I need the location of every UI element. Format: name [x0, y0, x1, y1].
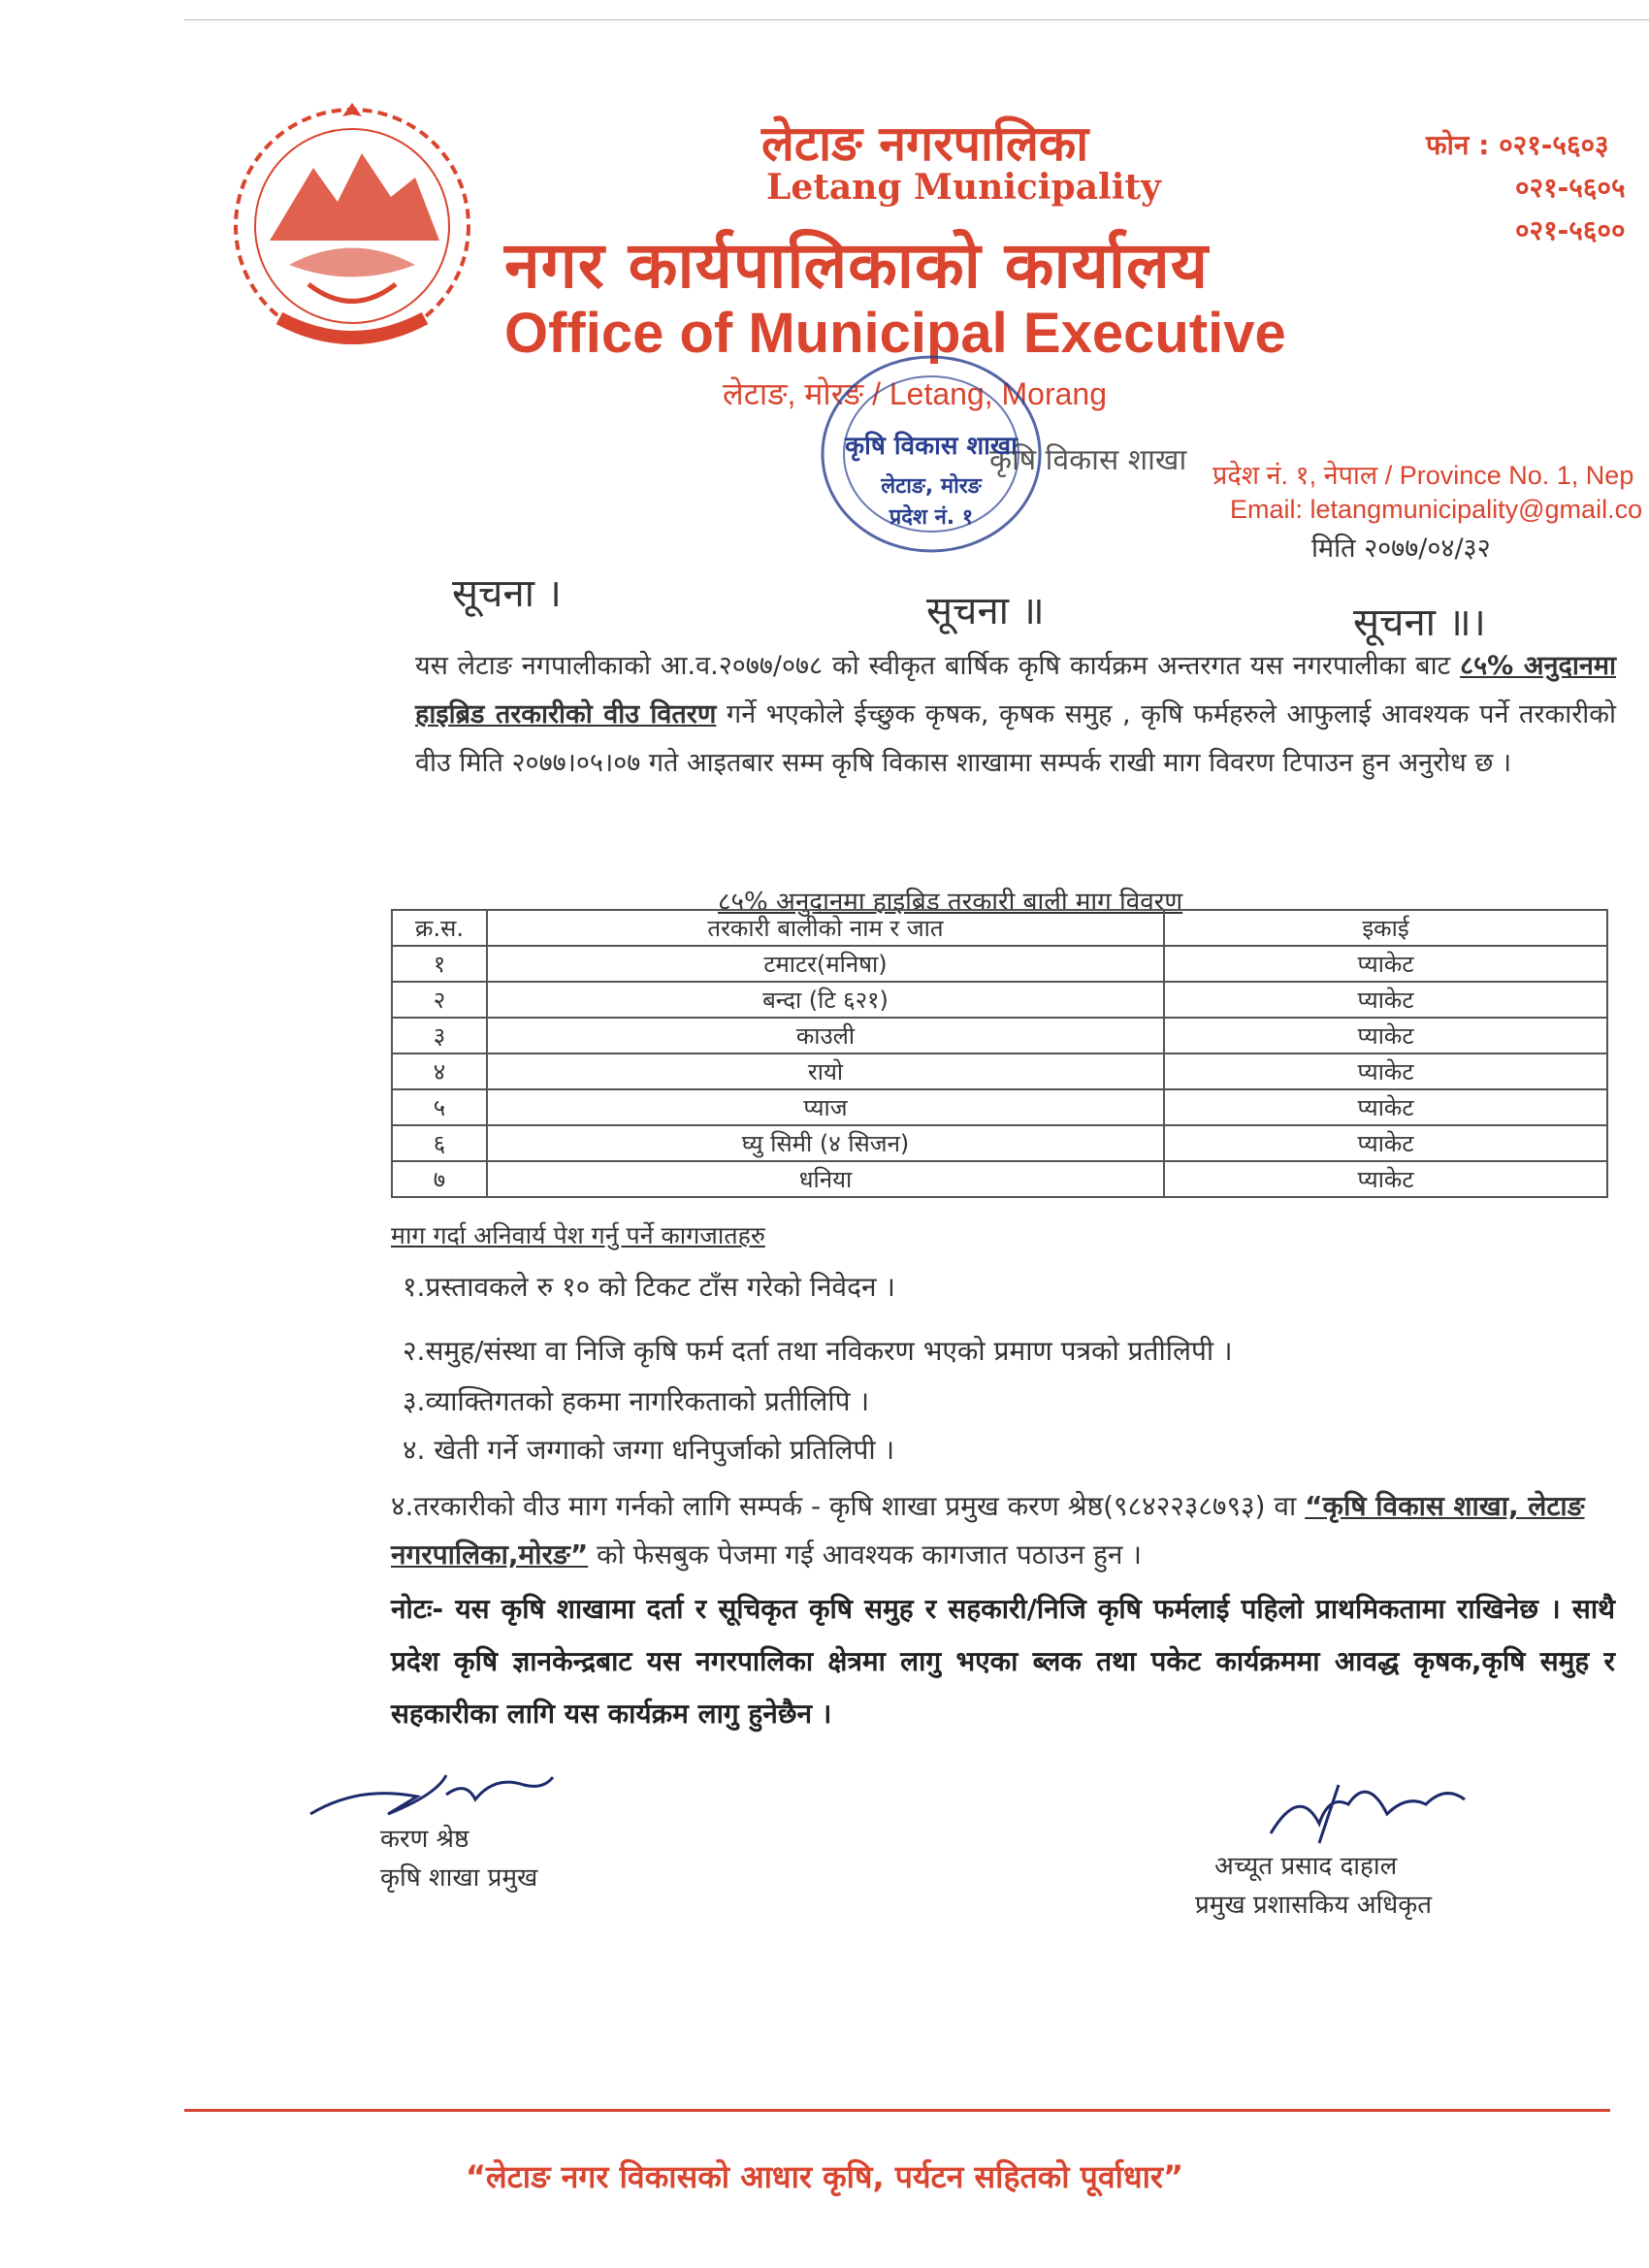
- document-item: ३.व्याक्तिगतको हकमा नागरिकताको प्रतीलिपि ।: [403, 1385, 870, 1417]
- intro-paragraph: [415, 642, 1616, 788]
- demand-table-title: ८५% अनुदानमा हाइब्रिड तरकारी बाली माग विवरण: [718, 888, 1183, 917]
- crop-name: काउली: [487, 1018, 1164, 1053]
- signatory-name: अच्यूत प्रसाद दाहाल: [1214, 1852, 1398, 1881]
- crop-name: टमाटर(मनिषा): [487, 946, 1164, 982]
- stamp-line: लेटाङ, मोरङ: [881, 474, 982, 499]
- stamp-line: प्रदेश नं. १: [889, 505, 974, 530]
- row-number: २: [392, 982, 487, 1018]
- row-number: ३: [392, 1018, 487, 1053]
- nepal-emblem-icon: [221, 95, 483, 357]
- document-item: २.समुह/संस्था वा निजि कृषि फर्म दर्ता तथा नविकरण भएको प्रमाण पत्रको प्रतीलिपी ।: [403, 1335, 1233, 1367]
- contact-text: को फेसबुक पेजमा गई आवश्यक कागजात पठाउन हुन ।: [588, 1539, 1142, 1571]
- office-name-english: Office of Municipal Executive: [504, 302, 1286, 365]
- stamp-line: कृषि विकास शाखा: [845, 432, 1018, 461]
- table-row: [392, 1018, 1607, 1053]
- table-row: [392, 1089, 1607, 1125]
- facebook-page-name: “कृषि विकास शाखा, लेटाङ नगरपालिका,मोरङ”: [391, 1490, 1585, 1571]
- crop-name: बन्दा (टि ६२१): [487, 982, 1164, 1018]
- office-name-nepali: नगर कार्यपालिकाको कार्यालय: [504, 228, 1209, 303]
- phone-number: ०२१-५६०५: [1515, 172, 1626, 204]
- document-item: ४. खेती गर्ने जग्गाको जग्गा धनिपुर्जाको प्रतिलिपी ।: [403, 1434, 895, 1466]
- crop-name: रायो: [487, 1053, 1164, 1089]
- table-row: [392, 1053, 1607, 1089]
- phone-block: [1426, 124, 1626, 252]
- table-row: [392, 982, 1607, 1018]
- notice-heading: सूचना ॥: [926, 589, 1045, 633]
- signatory-name: करण श्रेष्ठ: [380, 1825, 469, 1854]
- branch-name: कृषि विकास शाखा: [989, 443, 1187, 477]
- top-scan-edge: [184, 19, 1649, 20]
- row-number: १: [392, 946, 487, 982]
- crop-unit: प्याकेट: [1164, 982, 1607, 1018]
- column-header: इकाई: [1164, 910, 1607, 946]
- row-number: ६: [392, 1125, 487, 1161]
- row-number: ४: [392, 1053, 487, 1089]
- table-row: [392, 1125, 1607, 1161]
- footer-rule: [184, 2109, 1610, 2112]
- signatory-title: कृषि शाखा प्रमुख: [380, 1863, 538, 1893]
- letter-date: मिति २०७७/०४/३२: [1311, 534, 1491, 564]
- email-line: Email: letangmunicipality@gmail.co: [1230, 495, 1643, 524]
- footer-motto: “लेटाङ नगर विकासको आधार कृषि, पर्यटन सहितको पूर्वाधार”: [465, 2158, 1184, 2195]
- crop-unit: प्याकेट: [1164, 1161, 1607, 1197]
- notice-heading: सूचना ॥।: [1353, 600, 1486, 645]
- phone-number: ०२१-५६००: [1515, 214, 1626, 246]
- municipality-name-english: Letang Municipality: [766, 167, 1161, 208]
- crop-unit: प्याकेट: [1164, 1018, 1607, 1053]
- phone-label: फोन :: [1426, 129, 1490, 161]
- column-header: क्र.स.: [392, 910, 487, 946]
- crop-unit: प्याकेट: [1164, 1089, 1607, 1125]
- crop-name: घ्यु सिमी (४ सिजन): [487, 1125, 1164, 1161]
- province-line: प्रदेश नं. १, नेपाल / Province No. 1, Nep: [1212, 461, 1634, 490]
- intro-text: गर्ने भएकोले ईच्छुक कृषक, कृषक समुह , कृषि फर्महरुले आफुलाई आवश्यक पर्ने तरकारीको वीउ मिति २०७७।०५।०७ गते आइतबार सम्म कृषि विकास शाखामा सम्पर्क राखी माग विवरण टिपाउन हुन अनुरोध छ ।: [415, 699, 1616, 778]
- intro-text: यस लेटाङ नगपालीकाको आ.व.२०७७/०७८ को स्वीकृत बार्षिक कृषि कार्यक्रम अन्तरगत यस नगरपालीका बाट: [415, 651, 1461, 681]
- notice-heading: सूचना ।: [452, 571, 562, 616]
- crop-name: धनिया: [487, 1161, 1164, 1197]
- documents-heading: माग गर्दा अनिवार्य पेश गर्नु पर्ने कागजातहरु: [391, 1221, 765, 1249]
- crop-unit: प्याकेट: [1164, 1053, 1607, 1089]
- phone-number: ०२१-५६०३: [1499, 129, 1609, 161]
- row-number: ५: [392, 1089, 487, 1125]
- contact-item: [391, 1482, 1603, 1579]
- municipality-name-nepali: लेटाङ नगरपालिका: [761, 115, 1089, 172]
- office-stamp: [815, 347, 1048, 561]
- column-header: तरकारी बालीको नाम र जात: [487, 910, 1164, 946]
- signatory-title: प्रमुख प्रशासकिय अधिकृत: [1195, 1891, 1433, 1920]
- contact-text: ४.तरकारीको वीउ माग गर्नको लागि सम्पर्क - कृषि शाखा प्रमुख करण श्रेष्ठ(९८४२२३८७९३) वा: [391, 1490, 1306, 1522]
- row-number: ७: [392, 1161, 487, 1197]
- crop-unit: प्याकेट: [1164, 1125, 1607, 1161]
- intro-highlight: ८५% अनुदानमा हाइब्रिड तरकारीको वीउ वितरण: [415, 651, 1616, 729]
- crop-name: प्याज: [487, 1089, 1164, 1125]
- table-row: [392, 946, 1607, 982]
- table-header-row: [392, 910, 1607, 946]
- note-paragraph: नोटः- यस कृषि शाखामा दर्ता र सूचिकृत कृषि समुह र सहकारी/निजि कृषि फर्मलाई पहिलो प्राथमिकतामा राखिनेछ । साथै प्रदेश कृषि ज्ञानकेन्द्रबाट यस नगरपालिका क्षेत्रमा लागु भएका ब्लक तथा पकेट कार्यक्रममा आवद्ध कृषक,कृषि समुह र सहकारीका लागि यस कार्यक्रम लागु हुनेछैन ।: [391, 1593, 1615, 1730]
- crop-unit: प्याकेट: [1164, 946, 1607, 982]
- table-row: [392, 1161, 1607, 1197]
- demand-table: [391, 909, 1608, 1198]
- document-item: १.प्रस्तावकले रु १० को टिकट टाँस गरेको निवेदन ।: [403, 1271, 896, 1303]
- office-address: लेटाङ, मोरङ / Letang, Morang: [723, 376, 1108, 411]
